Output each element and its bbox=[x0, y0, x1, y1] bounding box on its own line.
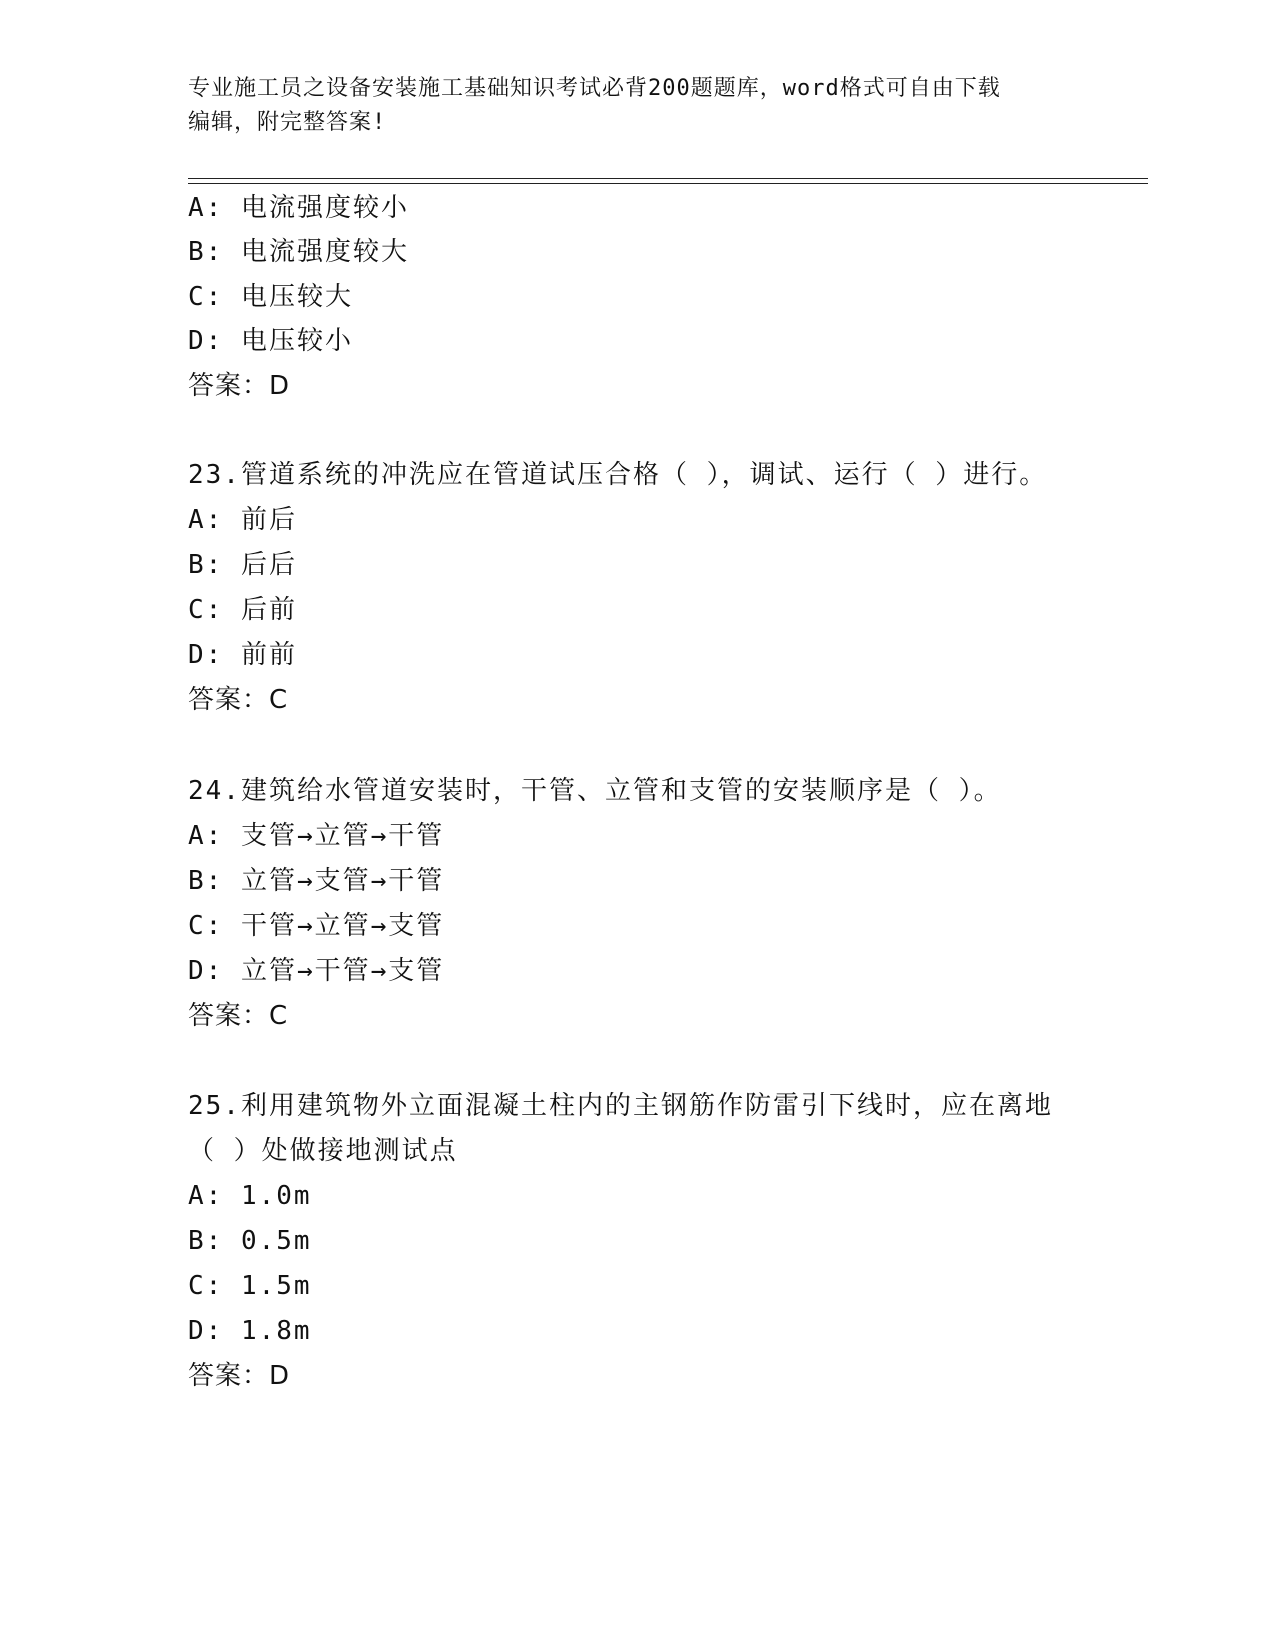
q22-option-d: D: 电压较小 bbox=[188, 326, 353, 356]
q23-option-b: B: 后后 bbox=[188, 550, 297, 580]
q24-option-b: B: 立管→支管→干管 bbox=[188, 866, 445, 896]
q22-option-c: C: 电压较大 bbox=[188, 282, 353, 312]
q22-answer: 答案：D bbox=[188, 371, 291, 401]
document-header bbox=[188, 72, 1088, 140]
q24-option-c: C: 干管→立管→支管 bbox=[188, 911, 445, 941]
q23-question: 23.管道系统的冲洗应在管道试压合格（ ），调试、运行（ ）进行。 bbox=[188, 460, 1048, 490]
q25-question-line-2: （ ）处做接地测试点 bbox=[188, 1136, 458, 1166]
q24-option-a: A: 支管→立管→干管 bbox=[188, 821, 445, 851]
q25-option-a: A: 1.0m bbox=[188, 1181, 312, 1211]
header-divider-bottom bbox=[188, 183, 1148, 184]
q24-question: 24.建筑给水管道安装时，干管、立管和支管的安装顺序是（ ）。 bbox=[188, 776, 1002, 806]
header-divider-top bbox=[188, 178, 1148, 179]
q24-answer: 答案：C bbox=[188, 1001, 289, 1031]
q23-option-c: C: 后前 bbox=[188, 595, 297, 625]
q23-option-d: D: 前前 bbox=[188, 640, 297, 670]
header-title-line-2: 编辑，附完整答案! bbox=[188, 110, 387, 135]
q25-answer: 答案：D bbox=[188, 1361, 291, 1391]
q23-answer: 答案：C bbox=[188, 685, 289, 715]
q25-option-b: B: 0.5m bbox=[188, 1226, 312, 1256]
header-title-line-1: 专业施工员之设备安装施工基础知识考试必背200题题库，word格式可自由下载 bbox=[188, 76, 1001, 101]
q23-option-a: A: 前后 bbox=[188, 505, 297, 535]
q25-option-d: D: 1.8m bbox=[188, 1316, 312, 1346]
q25-option-c: C: 1.5m bbox=[188, 1271, 312, 1301]
q22-option-b: B: 电流强度较大 bbox=[188, 237, 409, 267]
q25-question-line-1: 25.利用建筑物外立面混凝土柱内的主钢筋作防雷引下线时，应在离地 bbox=[188, 1091, 1053, 1121]
q24-option-d: D: 立管→干管→支管 bbox=[188, 956, 445, 986]
q22-option-a: A: 电流强度较小 bbox=[188, 193, 409, 223]
